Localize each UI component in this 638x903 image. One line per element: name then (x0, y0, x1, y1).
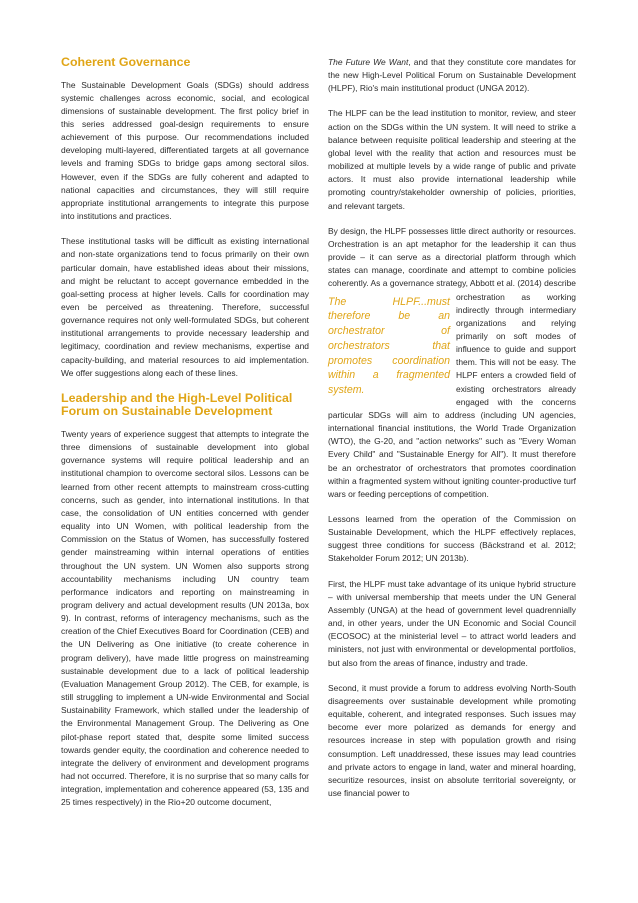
paragraph: Twenty years of experience suggest that attempts to integrate the three dimensions of sustainable development into global governance systems will require political leadership and an institutional champion to overcome sectoral silos. Lessons can be learned from other recent attempts to mainstream cross-cutting concerns, such as gender, into international institutions. In that case, the consolidation of UN entities concerned with gender equality into UN Women, with political leadership from the Commission on the Status of Women, has successfully fostered gender mainstreaming within internal operations of entities throughout the UN system. UN Women also supports strong accountability mechanisms including UN country team performance indicators and reporting on mainstreaming in program delivery and actual development results (UN 2013a, box 9). In contrast, reforms of interagency mechanisms, such as the creation of the Chief Executives Board for Coordination (CEB) and the UN Delivering as One initiative (to create coherence in program delivery), have made little progress on mainstreaming sustainable development due to a lack of political leadership (Evaluation Management Group 2012). The CEB, for example, is still struggling to implement a UN-wide Environmental and Social Sustainability Framework, which stalled under the leadership of the Environmental Management Group. The Delivering as One pilot-phase report stated that, despite some limited success towards gender equity, the coordination and coherence needed to integrate the delivery of environment and development programs had not occurred. Therefore, it is no surprise that so many calls for integration, implementation and coherence appeared (53, 135 and 25 times respectively) in the Rio+20 outcome document, (61, 428, 309, 808)
paragraph: Lessons learned from the operation of the Commission on Sustainable Development, which the HLPF effectively replaces, suggest three conditions for success (Bäckstrand et al. 2012; Stakeholder Forum 2012; UN 2013b). (328, 514, 576, 564)
paragraph: These institutional tasks will be difficult as existing international and non-state organizations tend to focus primarily on their own particular domain, have established ideas about their missions, and might be reluctant to accept governance embedded in the goal-setting process at higher levels. Calls for coordination may even be perceived as threatening. Therefore, successful governance requires not only well-formulated SDGs, but coherent institutional arrangements to provide necessary leadership and legitimacy, coordination and review mechanisms, expertise and capacity-building, and material resources to aid implementation. We offer suggestions along each of these lines. (61, 236, 309, 378)
pull-quote: The HLPF...must therefore be an orchestrator of orchestrators that promotes coordination within a fragmented system. (328, 295, 450, 397)
paragraph: The Sustainable Development Goals (SDGs) should address systemic challenges across economic, social, and ecological dimensions of sustainable development. The first policy brief in this series addressed goal-design requirements to ensure achievement of this purpose. Our recommendations included developing multi-layered, differentiated targets at all governance levels and framing SDGs to bridge gaps among sectoral silos. However, even if the SDGs are fully coherent and adapted to national capacities and circumstances, they will still require appropriate institutional arrangements to integrate this purpose into institutions and practices. (61, 79, 309, 222)
paragraph-text: working indirectly through intermediary organizations and relying primarily on soft modes of influence to guide and support them. This will not be easy. The HLPF enters a crowded field of existing orchestrators already engaged with the concerns particular SDGs will aim to address (including UN agencies, international financial institutions, the World Trade Organization (WTO), the G-20, and "action networks" such as "Every Woman Every Child" and "Sustainable Energy for All"). It must therefore be an orchestrator of orchestrators that promotes coordination within a fragmented system without igniting counter-productive turf wars or feeding perceptions of competition. (328, 291, 576, 499)
paragraph: First, the HLPF must take advantage of its unique hybrid structure – with universal membership that meets under the UN General Assembly (UNGA) at the head of government level quadrennially and, in other years, under the UN Economic and Social Council (ECOSOC) at the ministerial level – to attract world leaders and ministers, not just with environmental or developmental portfolios, but also from the areas of finance, industry and trade. (328, 578, 576, 668)
paragraph: Second, it must provide a forum to address evolving North-South disagreements over sustainable development while promoting equitable, coherent, and integrated responses. Such issues may become ever more polarized as demands for energy and resources increase in step with population growth and rising consumption. Left unaddressed, these issues may lead countries and private actors to engage in land, water and mineral hoarding, securitize resources, insist on absolute territorial sovereignty, or use financial power to (328, 682, 576, 798)
section-heading-coherent-governance: Coherent Governance (61, 55, 191, 69)
paragraph (328, 56, 576, 95)
publication-title: The Future We Want (328, 57, 409, 67)
paragraph: The HLPF can be the lead institution to monitor, review, and steer action on the SDGs within the UN system. It will need to strike a balance between requisite political leadership and steering at the global level with the reality that action and resources must be mobilized at multiple levels by a wide range of public and private actors. It must also provide international leadership while promoting country/stakeholder ownership of policies, priorities, and relevant targets. (328, 108, 576, 211)
paragraph: By design, the HLPF possesses little direct authority or resources. Orchestration is an apt metaphor for the leadership it can thus provide – it can serve as a directorial platform through which states can manage, coordinate and attempt to combine policies coherently. As a governance strategy, Abbott et al. (2014) describe orchestration as The HLPF...must therefore be an orchestrator of orchestrators that promotes coordination within a fragmented system. working indirectly through intermediary organizations and relying primarily on soft modes of influence to guide and support them. This will not be easy. The HLPF enters a crowded field of existing orchestrators already engaged with the concerns particular SDGs will aim to address (including UN agencies, international financial institutions, the World Trade Organization (WTO), the G-20, and "action networks" such as "Every Woman Every Child" and "Sustainable Energy for All"). It must therefore be an orchestrator of orchestrators that promotes coordination within a fragmented system without igniting counter-productive turf wars or feeding perceptions of competition. (328, 225, 576, 499)
right-column (328, 56, 576, 812)
left-column (61, 56, 309, 821)
section-heading-leadership-hlpf: Leadership and the High-Level Political Forum on Sustainable Development (61, 390, 293, 419)
pullquote-block (328, 225, 576, 501)
paragraph-text: , and that they constitute core mandates for the new High-Level Political Forum on Sustainable Development (HLPF), Rio's main institutional product (UNGA 2012). (328, 57, 576, 94)
